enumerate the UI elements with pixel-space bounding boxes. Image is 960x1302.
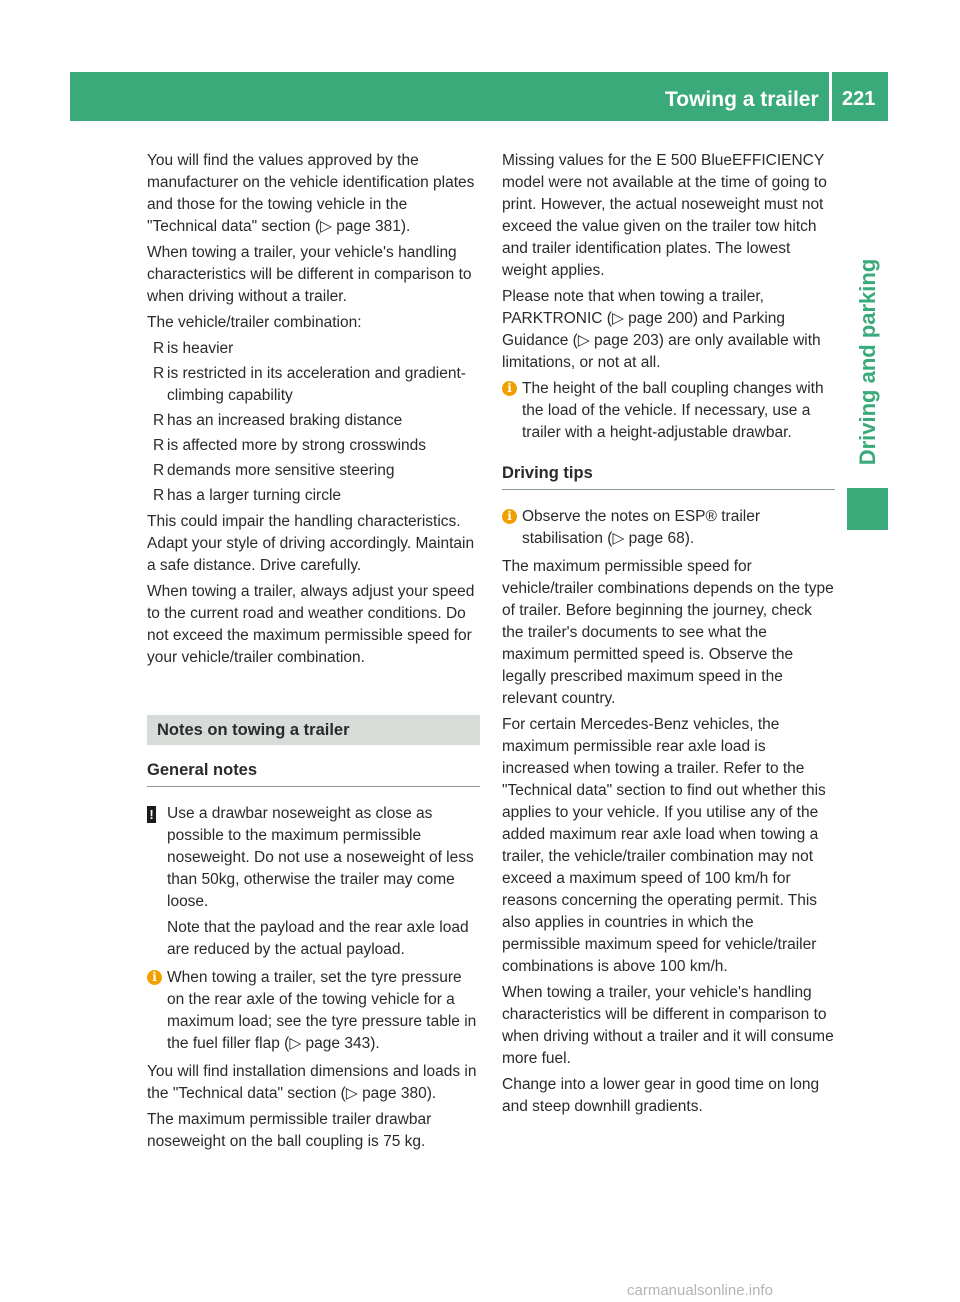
list-item [147, 485, 480, 507]
bullet-marker: R [153, 462, 165, 479]
chapter-side-tab [847, 250, 888, 474]
paragraph: When towing a trailer, your vehicle's handling characteristics will be different in comparison to when driving without a trailer. [147, 244, 472, 305]
list-item-text: has a larger turning circle [167, 487, 342, 504]
paragraph: Please note that when towing a trailer, PARKTRONIC (▷ page 200) and Parking Guidance (▷ page 203) are only available with limitations, or not at all. [502, 288, 821, 371]
sub-heading-general-notes: General notes [147, 759, 480, 787]
paragraph: The maximum permissible speed for vehicle/trailer combinations depends on the type of trailer. Before beginning the journey, check the trailer's documents to see what the maximum permitted speed is. Observe the legally prescribed maximum speed in the relevant country. [502, 558, 834, 707]
page-number: 221 [842, 88, 876, 110]
list-item-text: is restricted in its acceleration and gradient-climbing capability [167, 365, 466, 404]
bullet-marker: R [153, 340, 165, 357]
paragraph: You will find installation dimensions and loads in the "Technical data" section (▷ page 380). [147, 1063, 477, 1102]
bullet-marker: R [153, 412, 165, 429]
paragraph: When towing a trailer, always adjust your speed to the current road and weather conditions. Do not exceed the maximum permissible speed for your vehicle/trailer combination. [147, 583, 475, 666]
section-heading: Notes on towing a trailer [147, 715, 480, 745]
list-item [147, 410, 480, 432]
warning-icon: ! [147, 806, 156, 823]
info-note [502, 506, 835, 550]
paragraph: When towing a trailer, your vehicle's handling characteristics will be different in comparison to when driving without a trailer and it will consume more fuel. [502, 984, 834, 1067]
info-icon: i [147, 970, 162, 985]
page-header-title: Towing a trailer [665, 88, 819, 111]
paragraph: You will find the values approved by the manufacturer on the vehicle identification plates and those for the towing vehicle in the "Technical data" section (▷ page 381). [147, 152, 475, 235]
left-column [147, 150, 480, 1157]
info-text: Observe the notes on ESP® trailer stabilisation (▷ page 68). [522, 508, 761, 547]
list-item-text: is heavier [167, 340, 234, 357]
paragraph: Missing values for the E 500 BlueEFFICIENCY model were not available at the time of going to print. However, the actual noseweight must not exceed the value given on the trailer tow hitch and trailer identification plates. The lowest weight applies. [502, 152, 827, 279]
list-item-text: demands more sensitive steering [167, 462, 395, 479]
paragraph: Change into a lower gear in good time on long and steep downhill gradients. [502, 1076, 820, 1115]
warning-text: Note that the payload and the rear axle load are reduced by the actual payload. [167, 919, 469, 958]
bullet-list [147, 338, 480, 507]
paragraph: This could impair the handling characteristics. Adapt your style of driving accordingly. Maintain a safe distance. Drive carefully. [147, 513, 475, 574]
paragraph: The vehicle/trailer combination: [147, 314, 362, 331]
list-item-text: has an increased braking distance [167, 412, 403, 429]
bullet-marker: R [153, 437, 165, 454]
right-column [502, 150, 835, 1122]
warning-note [147, 803, 480, 961]
chapter-marker-block [847, 488, 888, 530]
info-icon: i [502, 509, 517, 524]
info-icon: i [502, 381, 517, 396]
info-text: When towing a trailer, set the tyre pressure on the rear axle of the towing vehicle for a maximum load; see the tyre pressure table in the fuel filler flap (▷ page 343). [167, 969, 477, 1052]
info-text: The height of the ball coupling changes with the load of the vehicle. If necessary, use a trailer with a height-adjustable drawbar. [522, 380, 824, 441]
paragraph: The maximum permissible trailer drawbar noseweight on the ball coupling is 75 kg. [147, 1111, 432, 1150]
list-item [147, 363, 480, 407]
paragraph: For certain Mercedes-Benz vehicles, the maximum permissible rear axle load is increased when towing a trailer. Refer to the "Technical data" section to find out whether this applies to your vehicle. If you utilise any of the added maximum rear axle load when towing a trailer, the vehicle/trailer combination may not exceed a maximum speed of 100 km/h for reasons concerning the operating permit. This also applies in countries in which the permissible maximum speed for vehicle/trailer combinations is above 100 km/h. [502, 716, 826, 975]
list-item [147, 338, 480, 360]
info-note [147, 967, 480, 1055]
header-divider [829, 72, 832, 121]
list-item-text: is affected more by strong crosswinds [167, 437, 427, 454]
list-item [147, 435, 480, 457]
chapter-tab-label: Driving and parking [854, 258, 880, 466]
sub-heading-driving-tips: Driving tips [502, 462, 835, 490]
warning-text: Use a drawbar noseweight as close as possible to the maximum permissible noseweight. Do not use a noseweight of less than 50kg, otherwise the trailer may come loose. [167, 805, 474, 910]
list-item [147, 460, 480, 482]
watermark: carmanualsonline.info [627, 1282, 773, 1299]
bullet-marker: R [153, 365, 165, 382]
bullet-marker: R [153, 487, 165, 504]
info-note [502, 378, 835, 444]
